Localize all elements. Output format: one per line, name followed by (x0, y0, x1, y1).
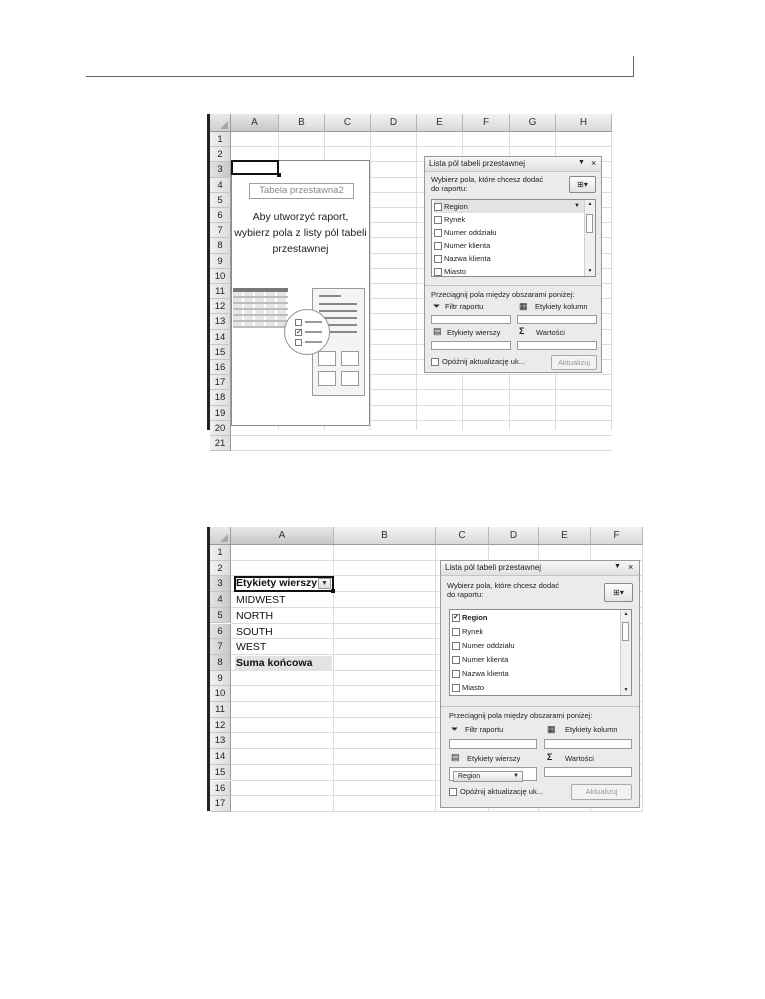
fill-handle[interactable] (277, 173, 281, 177)
column-header-c[interactable]: C (436, 527, 489, 545)
field-checkbox[interactable] (452, 684, 460, 692)
column-header-d[interactable]: D (489, 527, 539, 545)
field-list-separator (425, 285, 601, 286)
sigma-icon: Σ (547, 752, 553, 762)
field-list-separator (441, 706, 639, 707)
sigma-icon: Σ (519, 326, 525, 336)
pivot-row-item[interactable]: SOUTH (236, 626, 273, 638)
row-header-18[interactable]: 18 (210, 390, 231, 405)
values-area-label: Wartości (536, 328, 565, 337)
active-cell-a3[interactable] (231, 160, 279, 175)
pivot-illustration-grid (233, 288, 288, 328)
screenshot-pivot-with-region (207, 527, 643, 811)
field-checkbox[interactable] (434, 242, 442, 250)
column-header-h[interactable]: H (556, 114, 612, 132)
field-checkbox[interactable] (434, 203, 442, 211)
row-header-7[interactable]: 7 (210, 639, 231, 655)
pane-menu-arrow-icon[interactable]: ▼ (614, 563, 621, 570)
row-header-10[interactable]: 10 (210, 269, 231, 284)
scroll-down-icon[interactable]: ▼ (623, 687, 629, 693)
pivot-illustration-grid-header (233, 288, 288, 292)
pivot-row-labels-header[interactable]: Etykiety wierszy (236, 577, 318, 589)
field-checkbox[interactable] (434, 268, 442, 276)
field-list-scrollbar[interactable] (584, 200, 595, 276)
row-header-14[interactable]: 14 (210, 330, 231, 345)
pivot-field-list-pane (440, 560, 640, 808)
row-labels-icon: ▤ (433, 326, 442, 336)
row-header-6[interactable]: 6 (210, 624, 231, 640)
field-checkbox[interactable] (452, 628, 460, 636)
update-button[interactable]: Aktualizuj (571, 784, 632, 800)
field-list-instruction: Wybierz pola, które chcesz dodać do raportu: (431, 175, 544, 193)
field-list-layout-icon: ⊞▾ (613, 588, 624, 597)
update-button[interactable]: Aktualizuj (551, 355, 597, 370)
scroll-up-icon[interactable]: ▲ (587, 201, 593, 207)
field-item-numer-oddzialu[interactable]: Numer oddziału (452, 639, 620, 652)
field-item-numer-klienta[interactable]: Numer klienta (452, 653, 620, 666)
column-header-b[interactable]: B (279, 114, 325, 132)
screenshot-edge (207, 114, 210, 430)
field-item-numer-klienta[interactable]: Numer klienta (434, 239, 584, 252)
select-all-corner[interactable] (210, 114, 231, 132)
column-gridline (642, 545, 643, 811)
row-header-13[interactable]: 13 (210, 733, 231, 749)
field-item-rynek[interactable]: Rynek (452, 625, 620, 638)
screenshot-edge (207, 527, 210, 811)
column-area-label: Etykiety kolumn (565, 725, 618, 734)
field-list-box (449, 609, 632, 696)
row-header-16[interactable]: 16 (210, 360, 231, 375)
scroll-down-icon[interactable]: ▼ (587, 268, 593, 274)
row-header-1[interactable]: 1 (210, 545, 231, 561)
column-labels-icon: ▦ (547, 724, 556, 734)
funnel-icon: ⏷ (433, 301, 441, 311)
row-gridline (231, 811, 643, 812)
field-item-nazwa-klienta[interactable]: Nazwa klienta (452, 667, 620, 680)
row-header-1[interactable]: 1 (210, 132, 231, 147)
field-item-region[interactable]: Region ▼ (434, 200, 584, 213)
row-header-11[interactable]: 11 (210, 702, 231, 718)
row-header-12[interactable]: 12 (210, 718, 231, 734)
field-list-box (431, 199, 596, 277)
row-header-20[interactable]: 20 (210, 421, 231, 436)
column-header-e[interactable]: E (539, 527, 591, 545)
field-checkbox[interactable] (452, 642, 460, 650)
row-gridline (231, 146, 612, 147)
field-dropdown-icon[interactable]: ▼ (574, 203, 580, 209)
row-header-5[interactable]: 5 (210, 193, 231, 208)
row-header-3[interactable]: 3 (210, 576, 231, 592)
defer-update-checkbox[interactable]: Opóźnij aktualizację uk... (431, 357, 525, 366)
row-header-16[interactable]: 16 (210, 781, 231, 797)
row-header-5[interactable]: 5 (210, 608, 231, 624)
areas-label: Przeciągnij pola między obszarami poniżej: (431, 290, 575, 299)
pivot-illustration-magnifier: ✓ (284, 309, 330, 355)
filter-area-label: Filtr raportu (465, 725, 504, 734)
row-header-15[interactable]: 15 (210, 765, 231, 781)
field-checkbox[interactable] (434, 229, 442, 237)
screenshot-empty-pivot (207, 114, 612, 449)
pivot-placeholder-instruction: Aby utworzyć raport, wybierz pola z listy pól tabeli przestawnej (234, 211, 367, 255)
defer-update-checkbox[interactable]: Opóźnij aktualizację uk... (449, 787, 543, 796)
row-header-21[interactable]: 21 (210, 436, 231, 451)
row-drop-zone[interactable] (449, 767, 537, 781)
values-area-label: Wartości (565, 754, 594, 763)
page-header-rule-tick (633, 56, 634, 77)
field-item-region[interactable]: ✓ Region (453, 613, 488, 622)
row-header-14[interactable]: 14 (210, 749, 231, 765)
pivot-field-list-pane (424, 156, 602, 373)
column-header-c[interactable]: C (325, 114, 371, 132)
field-list-titlebar (425, 157, 601, 172)
row-gridline (231, 450, 612, 451)
values-drop-zone[interactable] (544, 767, 632, 777)
column-header-b[interactable]: B (334, 527, 436, 545)
field-item-nazwa-klienta[interactable]: Nazwa klienta (434, 252, 584, 265)
row-header-2[interactable]: 2 (210, 147, 231, 162)
filter-area-label: Filtr raportu (445, 302, 484, 311)
field-item-miasto[interactable]: Miasto (452, 681, 620, 694)
field-list-scrollbar[interactable] (620, 610, 631, 695)
row-labels-icon: ▤ (451, 752, 460, 762)
row-area-label: Etykiety wierszy (467, 754, 521, 763)
filter-drop-zone[interactable] (449, 739, 537, 749)
row-header-8[interactable]: 8 (210, 655, 231, 671)
field-list-title: Lista pól tabeli przestawnej (445, 563, 542, 572)
column-header-a[interactable]: A (231, 527, 334, 545)
field-item-numer-oddzialu[interactable]: Numer oddziału (434, 226, 584, 239)
column-drop-zone[interactable] (544, 739, 632, 749)
page-header-rule (86, 76, 634, 77)
row-header-9[interactable]: 9 (210, 254, 231, 269)
field-list-title: Lista pól tabeli przestawnej (429, 159, 526, 168)
funnel-icon: ⏷ (451, 724, 459, 734)
field-checkbox[interactable] (452, 670, 460, 678)
row-header-8[interactable]: 8 (210, 238, 231, 253)
row-field-chip-region[interactable]: Region ▼ (453, 771, 523, 782)
select-all-corner[interactable] (210, 527, 231, 545)
row-drop-zone[interactable] (431, 341, 511, 350)
values-drop-zone[interactable] (517, 341, 597, 350)
row-area-label: Etykiety wierszy (447, 328, 501, 337)
column-header-e[interactable]: E (417, 114, 463, 132)
pivot-table-name: Tabela przestawna2 (249, 183, 354, 199)
row-header-4[interactable]: 4 (210, 592, 231, 608)
row-header-9[interactable]: 9 (210, 671, 231, 687)
field-item-miasto[interactable]: Miasto (434, 265, 584, 278)
field-list-instruction: Wybierz pola, które chcesz dodać do raportu: (447, 581, 560, 599)
row-header-10[interactable]: 10 (210, 686, 231, 702)
row-header-19[interactable]: 19 (210, 406, 231, 421)
pane-menu-arrow-icon[interactable]: ▼ (578, 159, 585, 166)
field-list-layout-button[interactable] (569, 176, 596, 193)
field-list-layout-button[interactable] (604, 583, 633, 602)
row-gridline (231, 435, 612, 436)
row-header-11[interactable]: 11 (210, 284, 231, 299)
column-header-f[interactable]: F (591, 527, 643, 545)
pivot-row-item[interactable]: WEST (236, 641, 267, 653)
close-icon[interactable]: × (628, 562, 634, 572)
field-checkbox-checked[interactable]: ✓ (453, 614, 459, 622)
row-header-7[interactable]: 7 (210, 223, 231, 238)
field-checkbox[interactable] (452, 656, 460, 664)
row-header-2[interactable]: 2 (210, 561, 231, 577)
row-header-17[interactable]: 17 (210, 796, 231, 812)
column-header-d[interactable]: D (371, 114, 417, 132)
column-area-label: Etykiety kolumn (535, 302, 588, 311)
row-header-6[interactable]: 6 (210, 208, 231, 223)
close-icon[interactable]: × (591, 158, 597, 168)
field-checkbox[interactable] (434, 255, 442, 263)
scroll-thumb[interactable] (622, 622, 629, 641)
row-header-4[interactable]: 4 (210, 178, 231, 193)
field-list-layout-icon: ⊞▾ (577, 180, 588, 189)
row-header-3[interactable]: 3 (210, 162, 231, 177)
row-header-13[interactable]: 13 (210, 314, 231, 329)
pivot-row-item[interactable]: MIDWEST (236, 594, 286, 606)
column-header-f[interactable]: F (463, 114, 510, 132)
fill-handle[interactable] (331, 589, 335, 593)
column-gridline (435, 545, 436, 811)
field-list-titlebar (441, 561, 639, 576)
filter-drop-zone[interactable] (431, 315, 511, 324)
pivot-grand-total-label[interactable]: Suma końcowa (236, 657, 313, 669)
pivot-table-placeholder[interactable] (231, 160, 370, 426)
row-header-15[interactable]: 15 (210, 345, 231, 360)
pivot-row-item[interactable]: NORTH (236, 610, 274, 622)
column-header-g[interactable]: G (510, 114, 556, 132)
column-drop-zone[interactable] (517, 315, 597, 324)
column-labels-icon: ▦ (519, 301, 528, 311)
row-header-17[interactable]: 17 (210, 375, 231, 390)
row-header-12[interactable]: 12 (210, 299, 231, 314)
field-item-rynek[interactable]: Rynek (434, 213, 584, 226)
column-header-a[interactable]: A (231, 114, 279, 132)
scroll-up-icon[interactable]: ▲ (623, 611, 629, 617)
areas-label: Przeciągnij pola między obszarami poniżej: (449, 711, 593, 720)
row-labels-filter-dropdown-icon[interactable]: ▼ (318, 578, 331, 589)
scroll-thumb[interactable] (586, 214, 593, 233)
field-checkbox[interactable] (434, 216, 442, 224)
